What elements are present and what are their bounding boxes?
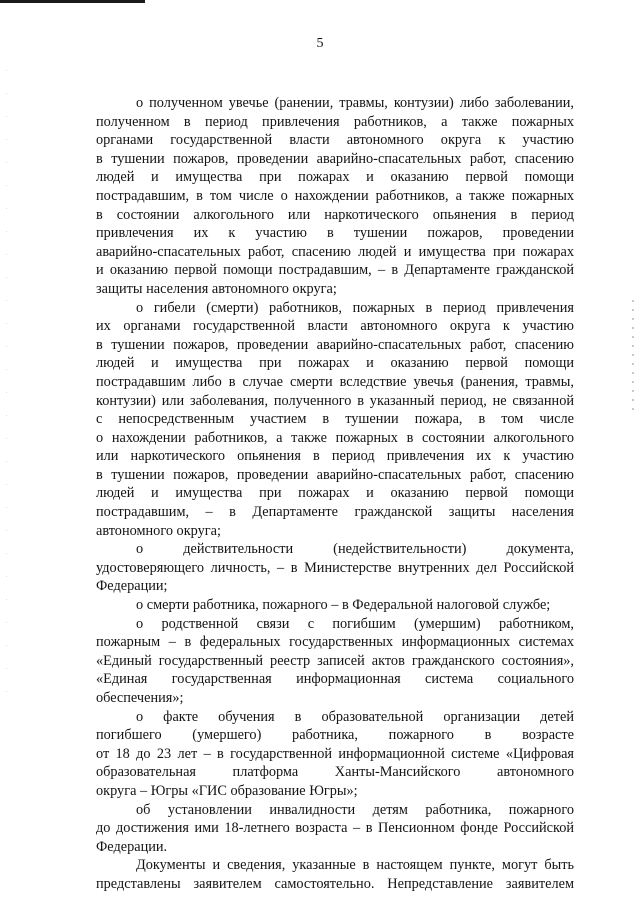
text-line: пострадавшим, в том числе о нахождении работников, а также пожарных xyxy=(96,187,574,204)
text-line: в состоянии алкогольного или наркотического опьянения в период xyxy=(96,206,574,223)
text-line: полученном в период привлечения работников, а также пожарных xyxy=(96,113,574,130)
text-line: органами государственной власти автономного округа к участию xyxy=(96,132,574,149)
text-line: Федерации; xyxy=(96,578,168,595)
text-line: контузии) или заболевания, полученного в указанный период, не связанной xyxy=(96,392,574,409)
paragraph xyxy=(96,299,574,541)
scan-specks-left xyxy=(6,70,7,710)
paragraph xyxy=(96,801,574,857)
paragraph xyxy=(96,596,574,615)
text-line: округа – Югры «ГИС образование Югры»; xyxy=(96,782,358,799)
text-line: о факте обучения в образовательной организации детей xyxy=(136,708,574,725)
text-line: привлечения их к участию в тушении пожаров, проведении xyxy=(96,225,574,242)
text-line: от 18 до 23 лет – в государственной информационной системе «Цифровая xyxy=(96,745,574,762)
text-line: погибшего (умершего) работника, пожарного в возрасте xyxy=(96,727,574,744)
text-line: или наркотического опьянения в период привлечения их к участию xyxy=(96,448,574,465)
text-line: «Единая государственная информационная система социального xyxy=(96,671,574,688)
text-line: пострадавшим либо в случае смерти вследствие увечья (ранения, травмы, xyxy=(96,373,574,390)
text-line: о родственной связи с погибшим (умершим) работником, xyxy=(136,615,574,632)
paragraph xyxy=(96,94,574,299)
text-line: об установлении инвалидности детям работника, пожарного xyxy=(136,801,574,818)
paragraph xyxy=(96,708,574,801)
text-line: о полученном увечье (ранении, травмы, контузии) либо заболевании, xyxy=(136,95,574,111)
text-line: людей и имущества при пожарах и оказанию первой помощи xyxy=(96,355,574,372)
paragraph xyxy=(96,615,574,708)
text-line: представлены заявителем самостоятельно. Непредставление заявителем xyxy=(96,875,574,892)
text-line: о нахождении работников, а также пожарных в состоянии алкогольного xyxy=(96,429,574,446)
text-line: о смерти работника, пожарного – в Федеральной налоговой службе; xyxy=(136,597,551,614)
text-line: пострадавшим, – в Департаменте гражданской защиты населения xyxy=(96,504,574,521)
page-number: 5 xyxy=(316,36,324,51)
paragraph xyxy=(96,540,574,596)
text-line: в тушении пожаров, проведении аварийно-спасательных работ, спасению xyxy=(96,150,574,167)
text-line: с непосредственным участием в тушении пожара, в том числе xyxy=(96,411,574,428)
text-line: людей и имущества при пожарах и оказанию первой помощи xyxy=(96,169,574,186)
text-line: о действительности (недействительности) документа, xyxy=(136,541,574,558)
text-line: образовательная платформа Ханты-Мансийского автономного xyxy=(96,764,574,781)
text-line: Федерации. xyxy=(96,838,168,855)
text-line: и оказанию первой помощи пострадавшим, – в Департаменте гражданской xyxy=(96,262,574,279)
text-line: Документы и сведения, указанные в настоящем пункте, могут быть xyxy=(136,857,574,874)
scan-specks-right xyxy=(632,300,634,410)
text-line: пожарным – в федеральных государственных информационных системах xyxy=(96,634,574,651)
text-line: их органами государственной власти автономного округа к участию xyxy=(96,318,574,335)
text-line: удостоверяющего личность, – в Министерстве внутренних дел Российской xyxy=(96,559,574,576)
text-line: до достижения ими 18-летнего возраста – в Пенсионном фонде Российской xyxy=(96,820,574,837)
text-line: защиты населения автономного округа; xyxy=(96,280,337,297)
text-line: аварийно-спасательных работ, спасению людей и имущества при пожарах xyxy=(96,243,574,260)
paragraph xyxy=(96,856,574,893)
text-line: в тушении пожаров, проведении аварийно-спасательных работ, спасению xyxy=(96,466,574,483)
text-line: обеспечения»; xyxy=(96,690,184,706)
text-line: людей и имущества при пожарах и оказанию первой помощи xyxy=(96,485,574,502)
text-line: «Единый государственный реестр записей актов гражданского состояния», xyxy=(96,652,574,669)
text-line: в тушении пожаров, проведении аварийно-спасательных работ, спасению xyxy=(96,336,574,353)
scan-edge-mark xyxy=(0,0,145,3)
document-body xyxy=(96,94,574,894)
text-line: автономного округа; xyxy=(96,522,221,539)
text-line: о гибели (смерти) работников, пожарных в период привлечения xyxy=(136,299,574,316)
